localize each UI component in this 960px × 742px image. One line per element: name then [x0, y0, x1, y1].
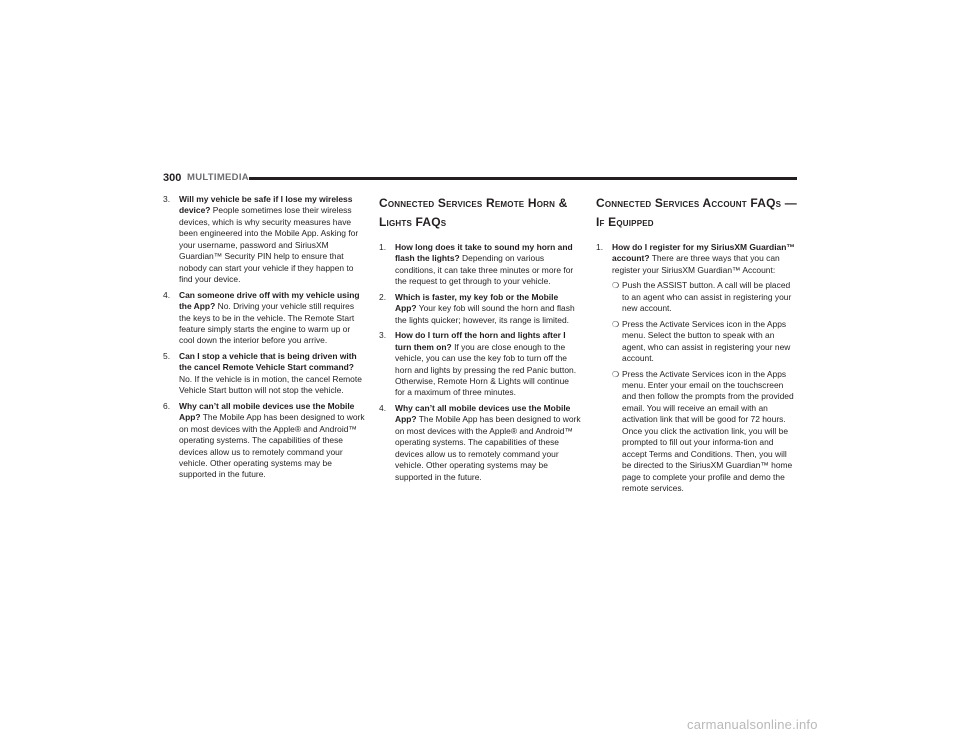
header-rule [249, 177, 797, 180]
sub-list-item [612, 319, 798, 365]
faq-item [163, 290, 365, 347]
circle-bullet-icon: ❍ [612, 369, 620, 379]
sub-list [612, 280, 798, 494]
section-heading: Connected Services Remote Horn & Lights FAQs [379, 196, 568, 229]
item-number: 2. [379, 291, 387, 302]
faq-answer: No. Driving your vehicle still requires the keys to be in the vehicle. The Remote Start feature simply starts the engine to warm up or cool down the interior before you arrive. [179, 301, 355, 346]
item-number: 1. [379, 242, 387, 252]
faq-question: How do I register for my SiriusXM Guardian™ account? [612, 242, 795, 264]
sub-item-text: Press the Activate Services icon in the Apps menu. Select the button to speak with an agent, who can assist in registering your new account. [622, 318, 791, 364]
faq-question: How long does it take to sound my horn and flash the lights? [395, 242, 573, 264]
faq-item [379, 292, 581, 326]
item-number: 1. [596, 242, 604, 252]
faq-item [379, 403, 581, 483]
faq-question: Can I stop a vehicle that is being driven with the cancel Remote Vehicle Start command? [179, 350, 357, 373]
faq-answer: Your key fob will sound the horn and flash the lights quicker; however, its range is limited. [395, 303, 575, 325]
column-left [163, 194, 365, 485]
faq-item [163, 194, 365, 286]
faq-answer: No. If the vehicle is in motion, the cancel Remote Vehicle Start button will not stop the vehicle. [179, 373, 362, 396]
item-number: 6. [163, 400, 171, 411]
faq-item [596, 242, 798, 495]
faq-answer: Depending on various conditions, it can take three minutes or more for the request to get through to your vehicle. [395, 253, 574, 287]
faq-question: Can someone drive off with my vehicle using the App? [179, 289, 360, 312]
column-right [596, 194, 798, 499]
page-header [163, 171, 797, 187]
item-number: 3. [163, 194, 171, 204]
column-middle [379, 194, 581, 487]
circle-bullet-icon: ❍ [612, 319, 620, 329]
faq-question: Why can’t all mobile devices use the Mobile App? [395, 402, 571, 425]
section-name: MULTIMEDIA [187, 172, 249, 183]
faq-question: Which is faster, my key fob or the Mobile App? [395, 291, 559, 314]
faq-answer: If you are close enough to the vehicle, you can use the key fob to turn off the horn and lights by pressing the red Panic button. Otherwise, Remote Horn & Lights will continue for a maximum of three minutes. [395, 341, 577, 398]
sub-item-text: Press the Activate Services icon in the Apps menu. Enter your email on the touchscreen and then follow the prompts from the provided email. You will receive an email with an activation link that will be good for 72 hours. Once you click the activation link, you will be prompted to fill out your informa-tion and accept Terms and Conditions. Then, you will be directed to the SiriusXM Guardian™ home page to complete your profile and demo the remote services. [622, 368, 794, 494]
faq-item [163, 401, 365, 481]
faq-question: Why can’t all mobile devices use the Mobile App? [179, 400, 355, 423]
faq-question: Will my vehicle be safe if I lose my wireless device? [179, 194, 353, 216]
faq-answer: There are three ways that you can register your SiriusXM Guardian™ Account: [612, 253, 780, 275]
item-number: 5. [163, 350, 171, 361]
faq-question: How do I turn off the horn and lights after I turn them on? [395, 330, 566, 352]
sub-list-item [612, 280, 798, 314]
item-number: 3. [379, 330, 387, 341]
faq-answer: People sometimes lose their wireless devices, which is why security measures have been engineered into the Mobile App. Asking for your username, password and SiriusXM Guardian™ Security PIN help to ensure that nobody can start your vehicle if they happen to find your device. [179, 205, 359, 285]
circle-bullet-icon: ❍ [612, 281, 620, 291]
faq-item [379, 242, 581, 288]
faq-item [163, 351, 365, 397]
page-number: 300 [163, 172, 182, 184]
sub-list-item [612, 369, 798, 495]
faq-answer: The Mobile App has been designed to work on most devices with the Apple® and Android™ operating systems. The capabilities of these devices allow us to remotely command your vehicle. Other operating systems may be supported in the future. [395, 414, 581, 482]
item-number: 4. [379, 402, 387, 413]
faq-answer: The Mobile App has been designed to work on most devices with the Apple® and Android™ operating systems. The capabilities of these devices allow us to remotely command your vehicle. Other operating systems may be supported in the future. [179, 412, 365, 480]
watermark: carmanualsonline.info [687, 717, 818, 732]
sub-item-text: Push the ASSIST button. A call will be placed to an agent who can assist in registering your new account. [622, 280, 792, 314]
section-heading: Connected Services Account FAQs — If Equipped [596, 196, 797, 229]
faq-item [379, 330, 581, 399]
item-number: 4. [163, 289, 171, 300]
